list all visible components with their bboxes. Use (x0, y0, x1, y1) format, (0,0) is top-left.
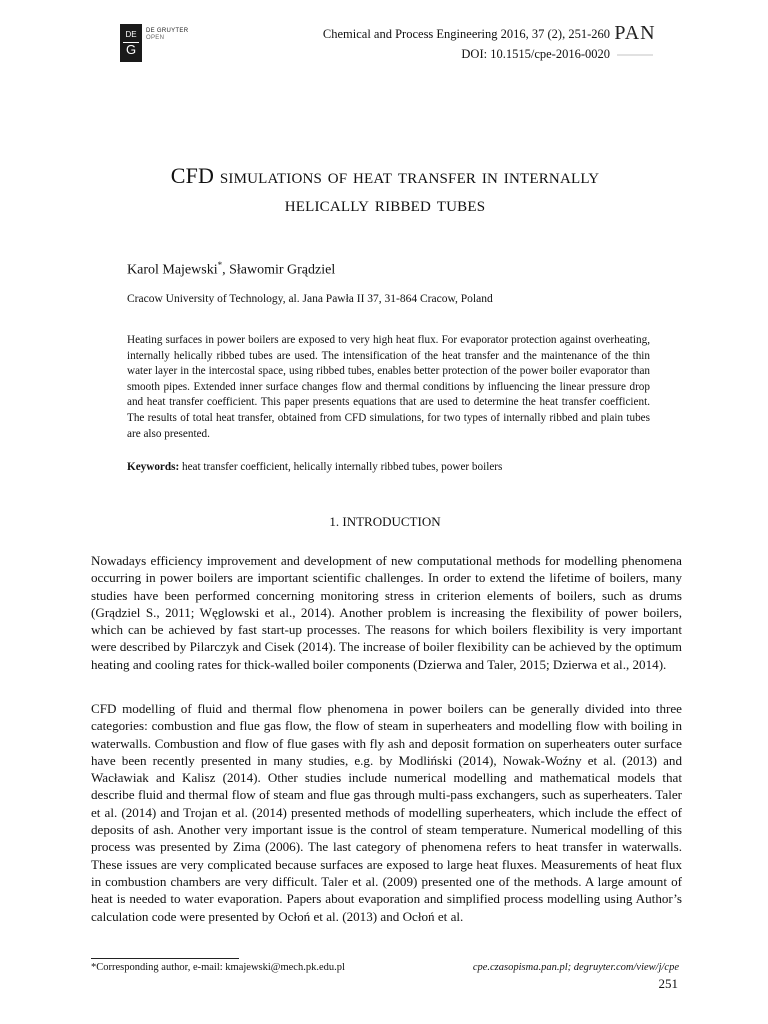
page-number: 251 (658, 976, 678, 991)
publisher-mark-bottom: G (123, 42, 139, 57)
doi[interactable]: DOI: 10.1515/cpe-2016-0020 (461, 47, 610, 61)
abstract: Heating surfaces in power boilers are exposed to very high heat flux. For evaporator protection against overheating, internally helically ribbed tubes are used. The intensification of the heat transfer and the maintenance of the thin water layer in the intercostal space, using ribbed tubes, enables better protection of the power boiler evaporator than smooth pipes. Extended inner surface changes flow and thermal conditions by influencing the linear pressure drop and heat transfer coefficient. This paper presents equations that are used to determine the heat transfer coefficient. The results of total heat transfer, obtained from CFD simulations, for two types of internally ribbed and plain tubes are also presented. (127, 334, 650, 440)
pan-logo-icon (612, 22, 658, 62)
journal-citation: Chemical and Process Engineering 2016, 37 (2), 251-260 (322, 27, 610, 41)
author-2: , Sławomir Grądziel (222, 262, 336, 278)
publisher-name-sub: OPEN (146, 35, 165, 41)
paragraph-1: Nowadays efficiency improvement and development of new computational methods for modelling phenomena occurring in power boilers are important scientific challenges. In order to extend the lifetime of boilers, many studies have been performed concerning monitoring stress in criterion elements of boilers, such as drums (Grądziel S., 2011; Węglowski et al., 2014). Another problem is increasing the flexibility of power boilers, which can be achieved by fast start-up processes. The reasons for which boilers flexibility is very important were described by Pilarczyk and Cisek (2014). The increase of boiler flexibility can be achieved by the optimum heating and cooling rates for thick-walled boiler components (Dzierwa and Taler, 2015; Dzierwa et al., 2014). (91, 553, 682, 672)
pan-logo-underline (615, 53, 655, 57)
publisher-name (146, 28, 188, 42)
section-heading: 1. INTRODUCTION (329, 514, 441, 529)
corresponding-mark: * (217, 260, 223, 270)
title-line-2: helically ribbed tubes (284, 191, 486, 216)
footer-links[interactable]: cpe.czasopisma.pan.pl; degruyter.com/view/j/cpe (472, 962, 679, 973)
journal-info (323, 24, 610, 64)
pan-logo-word: PAN (614, 22, 656, 44)
publisher-name-main: DE GRUYTER (146, 28, 189, 34)
paragraph-2: CFD modelling of fluid and thermal flow phenomena in power boilers can be generally divided into three categories: combustion and flue gas flow, the flow of steam in superheaters and modelling flow with boiling in waterwalls. Combustion and flow of flue gases with fly ash and deposit formation on superheaters outer surface have been recently presented in many studies, e.g. by Modliński (2014), Nowak-Woźny et al. (2013) and Wacławiak and Kalisz (2014). Other studies include numerical modelling and mathematical models that describe fluid and thermal flow of steam and flue gas through multi-pass exchangers, such as superheaters. Taler et al. (2014) and Trojan et al. (2014) presented methods of modelling superheaters, which include the effect of deposits of ash. Another very important issue is the control of steam temperature. Numerical modelling of this process was presented by Zima (2006). The last category of phenomena refers to heat transfer in waterwalls. These issues are very complicated because surfaces are exposed to large heat fluxes. Measurements of heat flux in combustion chambers are very difficult. Taler et al. (2009) presented one of the methods. A large amount of heat is needed to water evaporation. Papers about evaporation and simplified process modelling using Author’s calculation code were presented by Ocłoń et al. (2013) and Ocłoń et al. (91, 701, 682, 924)
keywords (127, 461, 650, 473)
keywords-label: Keywords: (127, 461, 180, 473)
title-line-1: CFD simulations of heat transfer in internally (170, 163, 600, 188)
footnote-divider (91, 958, 239, 959)
authors (127, 260, 335, 279)
publisher-mark-top: DE (125, 29, 137, 39)
affiliation: Cracow University of Technology, al. Jana Pawła II 37, 31-864 Cracow, Poland (127, 293, 493, 305)
keywords-text: heat transfer coefficient, helically internally ribbed tubes, power boilers (179, 461, 503, 473)
footnote: *Corresponding author, e-mail: kmajewski@mech.pk.edu.pl (91, 962, 345, 973)
paper-title (90, 162, 680, 218)
publisher-logo-icon (120, 24, 142, 62)
author-1: Karol Majewski (127, 262, 218, 278)
